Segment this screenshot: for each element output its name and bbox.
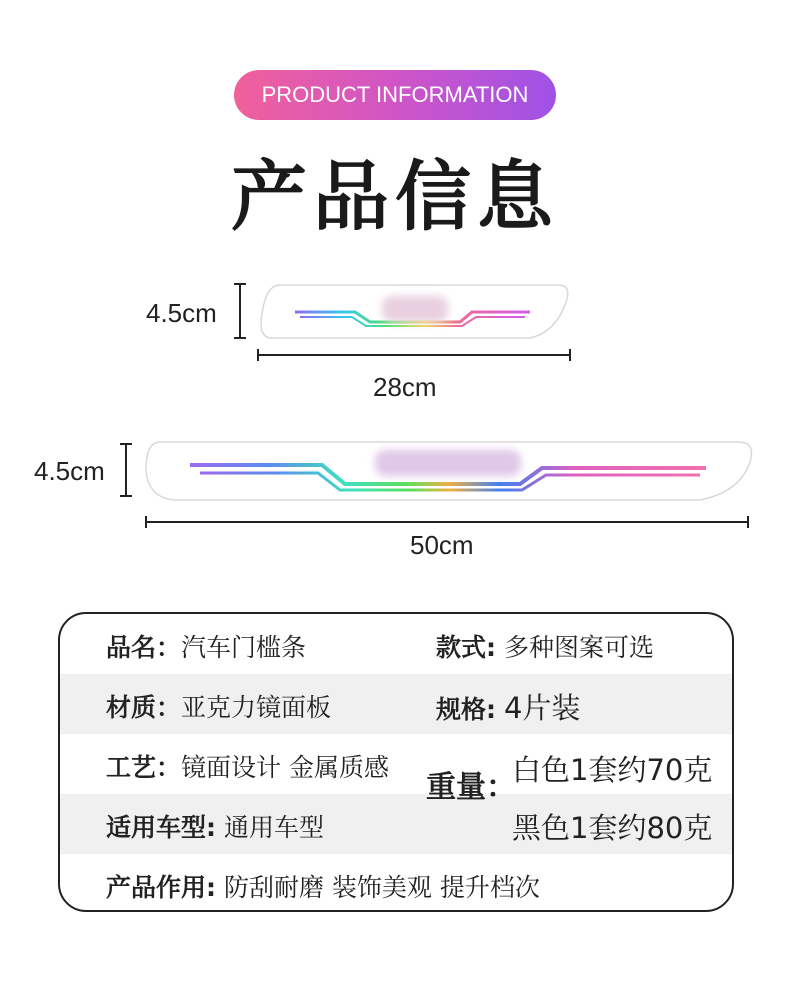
product-name-cell (106, 628, 306, 664)
craft-key: 工艺： (106, 753, 182, 782)
material-key: 材质： (106, 693, 182, 722)
style-key: 款式: (436, 633, 496, 662)
craft-value: 镜面设计 金属质感 (181, 753, 389, 782)
weight-key: 重量： (426, 770, 516, 805)
large-height-label: 4.5cm (34, 456, 105, 486)
blurred-brand-logo-icon (375, 450, 521, 476)
function-value: 防刮耐磨 装饰美观 提升档次 (223, 873, 540, 902)
large-product-image (0, 430, 790, 540)
fit-key: 适用车型: (106, 813, 216, 842)
spec-table (58, 612, 734, 912)
spec-cell (436, 686, 580, 727)
product-info-badge: PRODUCT INFORMATION (234, 70, 556, 120)
weight-black: 黑色1套约80克 (512, 811, 713, 845)
weight-white: 白色1套约70克 (512, 753, 713, 787)
function-cell (106, 868, 540, 904)
fit-cell (106, 808, 324, 844)
page-title: 产品信息 (231, 152, 559, 241)
product-name-value: 汽车门槛条 (181, 633, 307, 662)
spec-value: 4片装 (503, 691, 581, 725)
large-length-label: 50cm (410, 530, 474, 560)
small-height-label: 4.5cm (146, 298, 217, 328)
style-cell (436, 628, 654, 664)
style-value: 多种图案可选 (503, 633, 654, 662)
function-key: 产品作用: (106, 873, 216, 902)
small-length-label: 28cm (373, 372, 437, 402)
small-product-image (0, 270, 790, 380)
craft-cell (106, 748, 389, 784)
material-cell (106, 688, 331, 724)
material-value: 亚克力镜面板 (181, 693, 332, 722)
fit-value: 通用车型 (223, 813, 324, 842)
spec-key: 规格: (436, 695, 496, 724)
blurred-logo-icon (382, 296, 448, 322)
product-name-key: 品名： (106, 633, 182, 662)
